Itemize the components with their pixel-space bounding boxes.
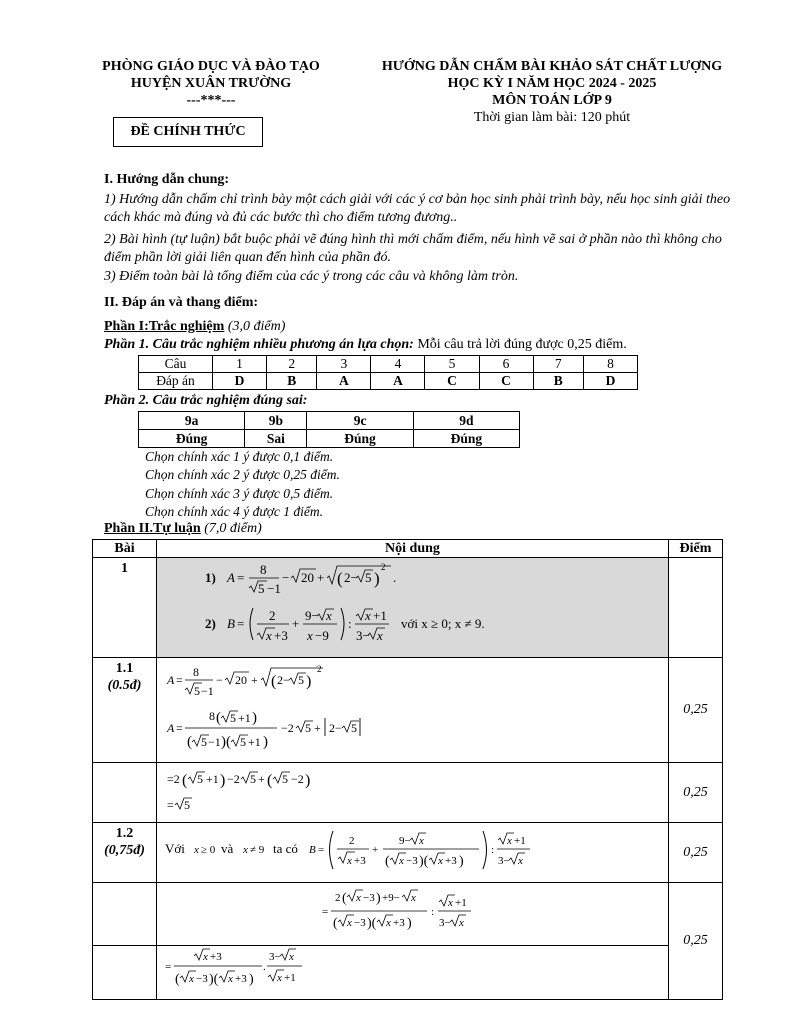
formula-paren: ) bbox=[248, 972, 254, 987]
formula-eq: = bbox=[175, 673, 183, 687]
q2-condition: với x ≥ 0; x ≠ 9. bbox=[400, 616, 485, 631]
formula-den: +3 bbox=[392, 917, 405, 929]
bai-cell bbox=[93, 763, 157, 823]
formula-cond: ≠ 9 bbox=[249, 844, 265, 856]
formula-x: x bbox=[346, 917, 352, 929]
formula-paren: ( bbox=[270, 673, 277, 690]
bai-number: 1.1 bbox=[115, 661, 134, 676]
tf-value: Sai bbox=[245, 430, 307, 448]
col-content: Nội dung bbox=[156, 540, 668, 558]
essay-header-row bbox=[93, 540, 723, 558]
formula-paren: )( bbox=[220, 734, 231, 750]
formula-term: 5 bbox=[281, 772, 288, 786]
header-left bbox=[76, 58, 346, 109]
mc-row-label: Đáp án bbox=[139, 373, 213, 390]
formula-den: +1 bbox=[283, 972, 296, 984]
formula-term: −2 bbox=[290, 772, 304, 786]
bai-cell bbox=[93, 658, 157, 763]
solution-1-2c-formulas bbox=[157, 946, 668, 994]
formula-paren: ) bbox=[251, 710, 257, 726]
formula-op: −2 bbox=[226, 772, 240, 786]
official-exam-box: ĐỀ CHÍNH THỨC bbox=[113, 117, 263, 147]
mc-answer-row bbox=[139, 373, 638, 390]
bai-cell bbox=[93, 883, 157, 946]
formula-x: x bbox=[437, 855, 443, 867]
formula-paren: ( bbox=[266, 772, 273, 789]
formula-x: x bbox=[458, 917, 464, 929]
tf-head: 9d bbox=[413, 412, 519, 430]
formula-paren: )( bbox=[366, 916, 377, 931]
formula-term: 2− bbox=[328, 721, 342, 735]
formula-x: x bbox=[364, 608, 371, 623]
formula-exp: 2 bbox=[316, 664, 322, 674]
score-cell: 0,25 bbox=[668, 763, 722, 823]
formula-num: 8 bbox=[192, 665, 199, 679]
subpart-2-title: Phần 2. Câu trắc nghiệm đúng sai: bbox=[104, 393, 308, 408]
formula-eq: = bbox=[236, 616, 245, 631]
formula-term: 2− bbox=[276, 673, 290, 687]
formula-x: x bbox=[288, 951, 294, 963]
big-paren-left bbox=[329, 831, 333, 869]
formula-paren: )( bbox=[418, 854, 429, 869]
solution-1-1 bbox=[156, 658, 668, 763]
tf-value: Đúng bbox=[413, 430, 519, 448]
part-2-heading bbox=[104, 521, 262, 537]
formula-B: B bbox=[308, 844, 316, 856]
formula-den: −3 bbox=[353, 917, 366, 929]
text-and: và bbox=[220, 841, 234, 856]
formula-den: −1 bbox=[266, 581, 281, 596]
formula-num: 3− bbox=[268, 951, 281, 963]
formula-term: 5 bbox=[196, 772, 203, 786]
part-2-points: (7,0 điểm) bbox=[204, 521, 262, 536]
score-cell: 0,25 bbox=[668, 823, 722, 883]
formula-den: −3 bbox=[195, 973, 208, 985]
formula-paren: ( bbox=[215, 710, 221, 726]
bai-cell bbox=[93, 946, 157, 1000]
solution-1-2c bbox=[156, 946, 668, 1000]
formula-op: + bbox=[291, 616, 300, 631]
formula-num: +1 bbox=[237, 711, 251, 725]
formula-eq: =2 bbox=[166, 772, 180, 786]
semester-year: HỌC KỲ I NĂM HỌC 2024 - 2025 bbox=[447, 76, 657, 91]
essay-row-1-2b bbox=[93, 883, 723, 946]
mc-num: 1 bbox=[213, 356, 267, 373]
formula-x: x bbox=[242, 844, 248, 856]
section-1-title: I. Hướng dẫn chung: bbox=[104, 172, 230, 187]
solution-1-2b bbox=[156, 883, 668, 946]
formula-num: +3 bbox=[209, 951, 222, 963]
formula-den: −9 bbox=[314, 628, 329, 643]
tf-note: Chọn chính xác 4 ý được 1 điểm. bbox=[145, 504, 324, 519]
formula-den: +3 bbox=[353, 855, 366, 867]
document-title: HƯỚNG DẪN CHẤM BÀI KHẢO SÁT CHẤT LƯỢNG bbox=[381, 59, 723, 74]
mc-answer: A bbox=[317, 373, 371, 390]
col-score: Điểm bbox=[668, 540, 722, 558]
formula-op: − bbox=[215, 673, 223, 687]
formula-paren: ( bbox=[341, 891, 347, 906]
formula-den: +3 bbox=[234, 973, 247, 985]
formula-paren: ) bbox=[304, 772, 311, 789]
subject: MÔN TOÁN LỚP 9 bbox=[492, 93, 612, 108]
guideline-2: 2) Bài hình (tự luận) bắt buộc phải vẽ đúng hình thì mới chấm điểm, nếu hình vẽ sai ở phần nào thì không cho điểm phần lời giải liên quan đến hình của phần đó. bbox=[104, 232, 722, 265]
header-divider: ---***--- bbox=[186, 93, 236, 108]
tf-note: Chọn chính xác 2 ý được 0,25 điểm. bbox=[145, 467, 340, 482]
mc-header-cell: Câu bbox=[139, 356, 213, 373]
formula-num: 2 bbox=[348, 835, 355, 847]
formula-num: 8 bbox=[259, 562, 267, 577]
solution-1-2b-formulas bbox=[157, 883, 668, 940]
text-with: Với bbox=[164, 841, 185, 856]
formula-x: x bbox=[385, 917, 391, 929]
header-right bbox=[352, 58, 752, 126]
mc-answer: D bbox=[583, 373, 637, 390]
score-cell bbox=[668, 558, 722, 658]
mc-num: 6 bbox=[479, 356, 533, 373]
mc-num: 8 bbox=[583, 356, 637, 373]
formula-x: x bbox=[447, 897, 453, 909]
formula-x: x bbox=[202, 951, 208, 963]
formula-x: x bbox=[418, 835, 424, 847]
formula-op: : bbox=[347, 616, 352, 631]
formula-term: +1 bbox=[205, 772, 219, 786]
formula-x: x bbox=[355, 892, 361, 904]
tf-head: 9c bbox=[307, 412, 413, 430]
formula-paren: ) bbox=[373, 569, 380, 588]
formula-paren: ( bbox=[181, 772, 188, 789]
formula-x: x bbox=[265, 628, 272, 643]
problem-content bbox=[156, 558, 668, 658]
part-1-label: Phần I:Trắc nghiệm bbox=[104, 319, 225, 334]
tf-value-row bbox=[139, 430, 520, 448]
formula-x: x bbox=[376, 628, 383, 643]
formula-eq: = bbox=[166, 798, 174, 812]
formula-num: 5 bbox=[229, 711, 236, 725]
big-paren-right bbox=[483, 831, 487, 869]
formula-paren: ) bbox=[375, 891, 381, 906]
formula-x: x bbox=[227, 973, 233, 985]
formula-num: +9− bbox=[381, 892, 400, 904]
mc-answer: B bbox=[267, 373, 317, 390]
formula-den: 3− bbox=[355, 628, 370, 643]
essay-table bbox=[92, 539, 723, 1000]
q2-label: 2) bbox=[204, 616, 216, 631]
formula-term: 5 bbox=[249, 772, 256, 786]
formula-num: 9− bbox=[398, 835, 411, 847]
formula-term: 2− bbox=[343, 570, 358, 585]
formula-num: +1 bbox=[372, 608, 387, 623]
true-false-table bbox=[138, 411, 520, 448]
formula-num: 2 bbox=[334, 892, 341, 904]
formula-paren: ( bbox=[174, 972, 180, 987]
formula-x: x bbox=[506, 835, 512, 847]
section-2-title: II. Đáp án và thang điểm: bbox=[104, 295, 259, 310]
formula-paren: ) bbox=[458, 854, 464, 869]
tf-head: 9a bbox=[139, 412, 245, 430]
mc-num: 2 bbox=[267, 356, 317, 373]
mc-answer: B bbox=[533, 373, 583, 390]
bai-points: (0.5đ) bbox=[107, 678, 142, 693]
tf-value: Đúng bbox=[307, 430, 413, 448]
mc-answer: A bbox=[371, 373, 425, 390]
part-2-label: Phần II.Tự luận bbox=[104, 521, 201, 536]
formula-paren: ( bbox=[332, 916, 338, 931]
formula-den: +1 bbox=[247, 735, 261, 749]
q1-label: 1) bbox=[204, 570, 216, 585]
formula-term: 5 bbox=[297, 673, 304, 687]
formula-x: x bbox=[193, 844, 199, 856]
formula-x: x bbox=[325, 608, 332, 623]
formula-den: 3− bbox=[497, 855, 510, 867]
formula-den: +3 bbox=[444, 855, 457, 867]
essay-row-1-2 bbox=[93, 823, 723, 883]
score-cell: 0,25 bbox=[668, 883, 722, 1000]
big-paren-left bbox=[250, 608, 253, 640]
formula-term: 5 bbox=[183, 798, 190, 812]
problem-formulas bbox=[157, 558, 668, 652]
formula-A: A bbox=[226, 570, 235, 585]
mc-num: 7 bbox=[533, 356, 583, 373]
department-name: PHÒNG GIÁO DỤC VÀ ĐÀO TẠO bbox=[102, 59, 320, 74]
formula-eq: = bbox=[317, 844, 325, 856]
guideline-3: 3) Điểm toàn bài là tổng điểm của các ý trong các câu và không làm tròn. bbox=[104, 269, 519, 284]
formula-paren: ) bbox=[406, 916, 412, 931]
tf-note: Chọn chính xác 1 ý được 0,1 điểm. bbox=[145, 449, 334, 464]
mc-num: 3 bbox=[317, 356, 371, 373]
formula-x: x bbox=[517, 855, 523, 867]
score-cell: 0,25 bbox=[668, 658, 722, 763]
formula-x: x bbox=[188, 973, 194, 985]
district-name: HUYỆN XUÂN TRƯỜNG bbox=[130, 76, 292, 91]
essay-row-1-1b bbox=[93, 763, 723, 823]
mc-answer: C bbox=[479, 373, 533, 390]
formula-num: +1 bbox=[513, 835, 526, 847]
part-1-points: (3,0 điểm) bbox=[227, 319, 286, 334]
formula-dot: . bbox=[392, 570, 397, 585]
formula-den: 5 bbox=[200, 735, 207, 749]
formula-den: −3 bbox=[405, 855, 418, 867]
formula-eq: = bbox=[175, 721, 183, 735]
formula-paren: ( bbox=[336, 569, 343, 588]
formula-den: 5 bbox=[193, 684, 200, 698]
guideline-1: 1) Hướng dẫn chấm chỉ trình bày một cách giải với các ý cơ bản học sinh phải trình bày, nếu học sinh giải theo cách khác mà đúng và đủ các bước thì cho điểm tương đương.. bbox=[104, 192, 731, 225]
formula-num: −3 bbox=[362, 892, 375, 904]
solution-1-2-formulas bbox=[157, 823, 668, 877]
col-bai: Bài bbox=[93, 540, 157, 558]
formula-op: + bbox=[371, 844, 379, 856]
solution-1-2 bbox=[156, 823, 668, 883]
part-1-heading bbox=[104, 319, 285, 335]
formula-den: −1 bbox=[200, 684, 214, 698]
formula-paren: ) bbox=[219, 772, 226, 789]
formula-op: + bbox=[316, 570, 325, 585]
formula-term: 20 bbox=[300, 570, 314, 585]
formula-paren: ( bbox=[186, 734, 192, 750]
big-paren-right bbox=[341, 608, 344, 640]
mc-number-row bbox=[139, 356, 638, 373]
mc-answer: C bbox=[425, 373, 479, 390]
formula-eq: = bbox=[236, 570, 245, 585]
formula-op: + bbox=[257, 772, 265, 786]
formula-A: A bbox=[166, 721, 175, 735]
formula-x: x bbox=[346, 855, 352, 867]
formula-op: : bbox=[490, 844, 495, 856]
formula-num: +1 bbox=[454, 897, 467, 909]
formula-den: 5 bbox=[257, 581, 265, 596]
formula-eq: = bbox=[164, 961, 172, 973]
tf-note: Chọn chính xác 3 ý được 0,5 điểm. bbox=[145, 486, 334, 501]
formula-num: 8 bbox=[208, 709, 215, 723]
subpart-1-desc: Mỗi câu trả lời đúng được 0,25 điểm. bbox=[413, 337, 627, 352]
formula-den: −1 bbox=[207, 735, 221, 749]
formula-B: B bbox=[226, 616, 235, 631]
formula-term: 5 bbox=[350, 721, 357, 735]
formula-A: A bbox=[166, 673, 175, 687]
formula-term: 5 bbox=[304, 721, 311, 735]
formula-eq: = bbox=[321, 906, 329, 918]
formula-op: . bbox=[262, 961, 266, 973]
solution-1-1b-formulas bbox=[157, 763, 668, 817]
bai-number: 1.2 bbox=[115, 826, 134, 841]
formula-cond: ≥ 0 bbox=[200, 844, 216, 856]
essay-row-problem bbox=[93, 558, 723, 658]
tf-head: 9b bbox=[245, 412, 307, 430]
mc-num: 5 bbox=[425, 356, 479, 373]
formula-x: x bbox=[410, 892, 416, 904]
formula-op: : bbox=[430, 906, 435, 918]
text-have: ta có bbox=[272, 841, 298, 856]
time-limit: Thời gian làm bài: 120 phút bbox=[473, 110, 631, 125]
formula-paren: ( bbox=[384, 854, 390, 869]
formula-den: +3 bbox=[273, 628, 288, 643]
mc-answer-table bbox=[138, 355, 638, 390]
formula-den: 5 bbox=[239, 735, 246, 749]
mc-answer: D bbox=[213, 373, 267, 390]
solution-1-1-formulas bbox=[157, 658, 668, 757]
formula-paren: ) bbox=[305, 673, 312, 690]
subpart-1-title: Phần 1. Câu trắc nghiệm nhiều phương án lựa chọn: bbox=[104, 337, 414, 352]
formula-op: + bbox=[250, 673, 258, 687]
bai-cell: 1 bbox=[93, 558, 157, 658]
formula-den: x bbox=[306, 628, 313, 643]
bai-cell bbox=[93, 823, 157, 883]
formula-op: − bbox=[281, 570, 290, 585]
formula-num: 9− bbox=[304, 608, 319, 623]
formula-num: 2 bbox=[268, 608, 276, 623]
formula-paren: ) bbox=[262, 734, 268, 750]
tf-head-row bbox=[139, 412, 520, 430]
subpart-1-heading bbox=[104, 337, 627, 353]
mc-num: 4 bbox=[371, 356, 425, 373]
tf-value: Đúng bbox=[139, 430, 245, 448]
formula-den: 3− bbox=[438, 917, 451, 929]
formula-exp: 2 bbox=[380, 562, 386, 572]
bai-points: (0,75đ) bbox=[104, 843, 145, 858]
formula-paren: )( bbox=[208, 972, 219, 987]
formula-op: + bbox=[313, 721, 321, 735]
solution-1-1b bbox=[156, 763, 668, 823]
formula-x: x bbox=[276, 972, 282, 984]
formula-term: 20 bbox=[234, 673, 247, 687]
formula-op: −2 bbox=[280, 721, 294, 735]
formula-x: x bbox=[398, 855, 404, 867]
formula-term: 5 bbox=[364, 570, 372, 585]
essay-row-1-2c bbox=[93, 946, 723, 1000]
essay-row-1-1 bbox=[93, 658, 723, 763]
